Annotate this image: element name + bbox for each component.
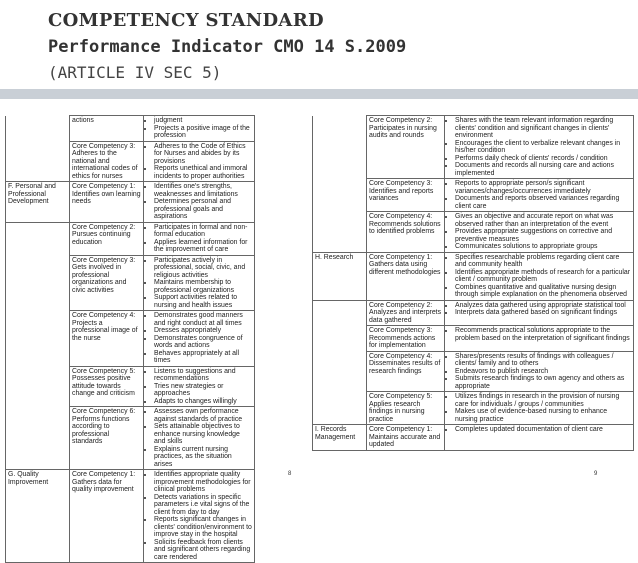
competency-cell: Core Competency 1: Maintains accurate and updated (367, 425, 445, 451)
area-cell (313, 351, 367, 392)
indicator-list (146, 224, 252, 254)
competency-cell: Core Competency 4: Disseminates results of research findings (367, 351, 445, 392)
table-row (6, 311, 255, 367)
table-row (313, 300, 634, 326)
list-item: • Identifies appropriate methods of research for a particular client / community problem (455, 269, 631, 284)
competency-cell: Core Competency 3: Identifies and reports variances (367, 179, 445, 212)
list-item: • Identifies one's strengths, weaknesses and limitations (154, 183, 252, 198)
list-item: • Dresses appropriately (154, 327, 252, 335)
area-cell: G. Quality Improvement (6, 470, 70, 563)
competency-cell: Core Competency 3: Adheres to the national and international codes of ethics for nurses (70, 141, 144, 182)
indicator-list (146, 183, 252, 221)
table-row (313, 351, 634, 392)
indicator-list (146, 312, 252, 365)
competency-cell: Core Competency 1: Gathers data using different methodologies (367, 252, 445, 300)
indicator-list (447, 353, 631, 391)
table-row (6, 222, 255, 255)
area-cell (313, 326, 367, 352)
table-row (6, 182, 255, 223)
indicator-cell (144, 255, 255, 311)
indicator-list (146, 408, 252, 468)
list-item: • Support activities related to nursing and health issues (154, 294, 252, 309)
competency-cell: Core Competency 6: Performs functions according to professional standards (70, 407, 144, 470)
list-item: • Provides appropriate suggestions on corrective and preventive measures (455, 228, 631, 243)
indicator-cell (144, 182, 255, 223)
table-row (6, 255, 255, 311)
table-row (313, 392, 634, 425)
table-row (313, 326, 634, 352)
list-item: • Determines personal and professional goals and aspirations (154, 198, 252, 221)
table-row (6, 470, 255, 563)
list-item: • Sets attainable objectives to enhance nursing knowledge and skills (154, 423, 252, 446)
area-cell (6, 407, 70, 470)
indicator-list (447, 302, 631, 317)
indicator-list (447, 327, 631, 342)
header-title: COMPETENCY STANDARD (48, 10, 324, 31)
competency-cell: Core Competency 3: Recommends actions for implementation (367, 326, 445, 352)
list-item: • Reports to appropriate person/s significant variances/changes/occurrences immediately (455, 180, 631, 195)
competency-cell: Core Competency 2: Participates in nursing audits and rounds (367, 116, 445, 179)
list-item: • Shares/presents results of findings with colleagues / clients/ family and to others (455, 353, 631, 368)
competency-cell: Core Competency 5: Possesses positive attitude towards change and criticism (70, 366, 144, 407)
indicator-cell (445, 252, 634, 300)
indicator-cell (445, 392, 634, 425)
right-competency-table (312, 115, 634, 451)
list-item: • Gives an objective and accurate report on what was observed rather than an interpretation of the event (455, 213, 631, 228)
list-item: • Encourages the client to verbalize relevant changes in his/her condition (455, 140, 631, 155)
indicator-cell (144, 407, 255, 470)
indicator-cell (445, 212, 634, 253)
list-item: • Applies learned information for the improvement of care (154, 239, 252, 254)
list-item: • Reports significant changes in clients' condition/environment to improve stay in the hospital (154, 516, 252, 539)
indicator-list (447, 180, 631, 210)
list-item: • Tries new strategies or approaches (154, 383, 252, 398)
header-article: (ARTICLE IV SEC 5) (48, 63, 222, 82)
list-item: • Demonstrates good manners and right conduct at all times (154, 312, 252, 327)
left-document-page (5, 115, 255, 561)
indicator-list (447, 117, 631, 177)
indicator-cell (144, 141, 255, 182)
list-item: • Interprets data gathered based on significant findings (455, 309, 631, 317)
table-row (6, 407, 255, 470)
list-item: • Makes use of evidence-based nursing to enhance nursing practice (455, 408, 631, 423)
slide-header (48, 8, 628, 86)
table-row (313, 425, 634, 451)
area-cell (313, 300, 367, 326)
competency-cell: Core Competency 2: Analyzes and interprets data gathered (367, 300, 445, 326)
list-item: • Performs daily check of clients' records / condition (455, 155, 631, 163)
indicator-list (146, 117, 252, 140)
area-cell: H. Research (313, 252, 367, 300)
right-document-page (312, 115, 634, 478)
table-row (313, 116, 634, 179)
competency-cell: Core Competency 4: Recommends solutions to identified problems (367, 212, 445, 253)
area-cell (313, 116, 367, 179)
indicator-list (146, 143, 252, 181)
table-row (313, 179, 634, 212)
list-item: • Solicits feedback from clients and significant others regarding care rendered (154, 539, 252, 562)
indicator-cell (144, 470, 255, 563)
area-cell (6, 311, 70, 367)
indicator-cell (445, 351, 634, 392)
list-item: • Communicates solutions to appropriate groups (455, 243, 631, 251)
area-cell (6, 141, 70, 182)
list-item: • Identifies appropriate quality improvement methodologies for clinical problems (154, 471, 252, 494)
header-divider-bar (0, 89, 638, 99)
indicator-cell (445, 116, 634, 179)
indicator-cell (445, 300, 634, 326)
area-cell: F. Personal and Professional Development (6, 182, 70, 223)
list-item: • Documents and records all nursing care and actions implemented (455, 162, 631, 177)
list-item: • Shares with the team relevant information regarding clients' condition and significant changes in clients' environment (455, 117, 631, 140)
indicator-list (146, 368, 252, 406)
list-item: • Assesses own performance against standards of practice (154, 408, 252, 423)
list-item: • Completes updated documentation of client care (455, 426, 631, 434)
area-cell (6, 255, 70, 311)
competency-cell: Core Competency 2: Pursues continuing education (70, 222, 144, 255)
competency-cell: Core Competency 5: Applies research findings in nursing practice (367, 392, 445, 425)
list-item: • Maintains membership to professional organizations (154, 279, 252, 294)
indicator-list (447, 426, 631, 434)
list-item: • Documents and reports observed variances regarding client care (455, 195, 631, 210)
competency-cell: Core Competency 1: Gathers data for quality improvement (70, 470, 144, 563)
list-item: • Adheres to the Code of Ethics for Nurses and abides by its provisions (154, 143, 252, 166)
list-item: • Listens to suggestions and recommendations (154, 368, 252, 383)
right-page-number: 9 (594, 471, 598, 477)
competency-cell: Core Competency 4: Projects a professional image of the nurse (70, 311, 144, 367)
table-row (6, 116, 255, 142)
header-subtitle: Performance Indicator CMO 14 S.2009 (48, 37, 407, 57)
table-row (313, 212, 634, 253)
list-item: • Reports unethical and immoral incidents to proper authorities (154, 165, 252, 180)
indicator-list (447, 393, 631, 423)
list-item: • Adapts to changes willingly (154, 398, 252, 406)
table-row (6, 141, 255, 182)
list-item: • Submits research findings to own agency and others as appropriate (455, 375, 631, 390)
list-item: • Explains current nursing practices, as the situation arises (154, 446, 252, 469)
list-item: • Endeavors to publish research (455, 368, 631, 376)
indicator-list (447, 213, 631, 251)
left-page-number: 8 (288, 471, 292, 477)
area-cell (313, 212, 367, 253)
indicator-cell (144, 116, 255, 142)
list-item: • Demonstrates congruence of words and actions (154, 335, 252, 350)
indicator-cell (144, 222, 255, 255)
left-competency-table (5, 115, 255, 563)
table-row (6, 366, 255, 407)
indicator-list (447, 254, 631, 299)
list-item: • Projects a positive image of the profession (154, 125, 252, 140)
list-item: • Analyzes data gathered using appropriate statistical tool (455, 302, 631, 310)
area-cell (6, 222, 70, 255)
list-item: • Behaves appropriately at all times (154, 350, 252, 365)
indicator-cell (445, 179, 634, 212)
area-cell (6, 116, 70, 142)
table-row (313, 252, 634, 300)
list-item: • Utilizes findings in research in the provision of nursing care for individuals / groups / communities (455, 393, 631, 408)
list-item: • judgment (154, 117, 252, 125)
list-item: • Specifies researchable problems regarding client care and community health (455, 254, 631, 269)
area-cell (6, 366, 70, 407)
indicator-cell (445, 326, 634, 352)
list-item: • Combines quantitative and qualitative nursing design through simple explanation on the phenomena observed (455, 284, 631, 299)
indicator-cell (445, 425, 634, 451)
indicator-cell (144, 311, 255, 367)
list-item: • Participates actively in professional, social, civic, and religious activities (154, 257, 252, 280)
competency-cell: Core Competency 1: Identifies own learning needs (70, 182, 144, 223)
list-item: • Participates in formal and non-formal education (154, 224, 252, 239)
area-cell (313, 179, 367, 212)
competency-cell: Core Competency 3: Gets involved in professional organizations and civic activities (70, 255, 144, 311)
area-cell: I. Records Management (313, 425, 367, 451)
indicator-list (146, 257, 252, 310)
competency-cell: actions (70, 116, 144, 142)
indicator-list (146, 471, 252, 561)
indicator-cell (144, 366, 255, 407)
area-cell (313, 392, 367, 425)
list-item: • Detects variations in specific parameters i.e vital signs of the client from day to day (154, 494, 252, 517)
list-item: • Recommends practical solutions appropriate to the problem based on the interpretation of significant findings (455, 327, 631, 342)
